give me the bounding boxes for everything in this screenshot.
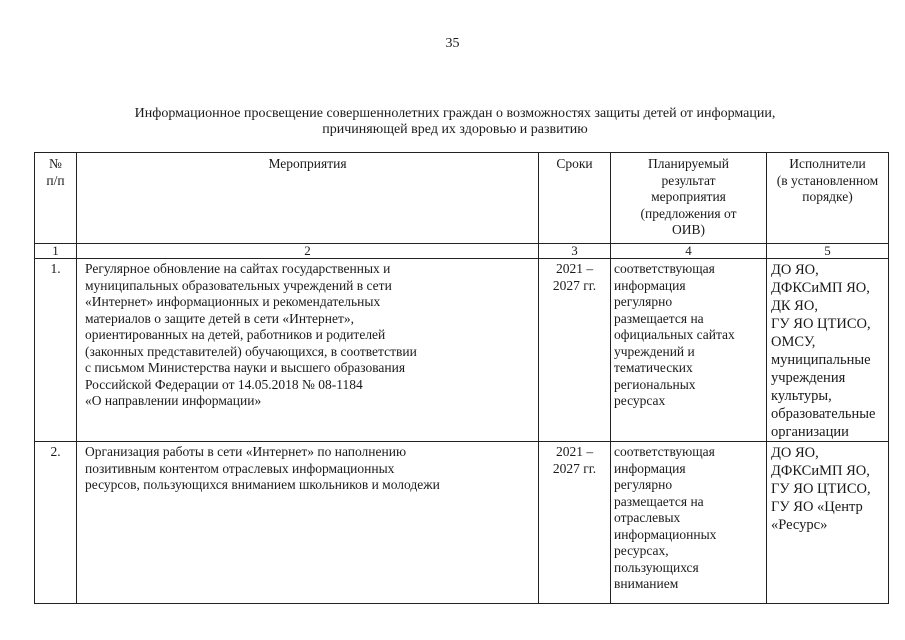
page-number: 35	[445, 36, 460, 51]
column-number: 1	[35, 244, 77, 259]
header-result: Планируемый результат мероприятия (предложения от ОИВ)	[611, 153, 767, 244]
row-number: 2.	[35, 442, 77, 604]
row-result: соответствующая информация регулярно размещается на отраслевых информационных ресурсах, пользующихся вниманием	[611, 442, 767, 604]
row-terms: 2021 – 2027 гг.	[539, 259, 611, 442]
row-number: 1.	[35, 259, 77, 442]
table-row	[35, 442, 889, 604]
title-line: Информационное просвещение совершеннолетних граждан о возможностях защиты детей от информации,	[134, 106, 776, 121]
header-terms: Сроки	[539, 153, 611, 244]
activities-table	[34, 152, 889, 604]
column-number: 3	[539, 244, 611, 259]
row-terms: 2021 – 2027 гг.	[539, 442, 611, 604]
row-event: Организация работы в сети «Интернет» по наполнению позитивным контентом отраслевых информационных ресурсов, пользующихся вниманием школьников и молодежи	[77, 442, 539, 604]
column-number: 4	[611, 244, 767, 259]
table-row	[35, 259, 889, 442]
header-events: Мероприятия	[77, 153, 539, 244]
column-number-row	[35, 244, 889, 259]
section-title	[60, 106, 850, 138]
column-number: 2	[77, 244, 539, 259]
column-number: 5	[767, 244, 889, 259]
header-num: № п/п	[35, 153, 77, 244]
row-executors: ДО ЯО, ДФКСиМП ЯО, ДК ЯО, ГУ ЯО ЦТИСО, ОМСУ, муниципальные учреждения культуры, образовательные организации	[767, 259, 889, 442]
header-executors: Исполнители (в установленном порядке)	[767, 153, 889, 244]
row-event: Регулярное обновление на сайтах государственных и муниципальных образовательных учреждений в сети «Интернет» информационных и рекомендательных материалов о защите детей в сети «Интернет», ориентированных на детей, работников и родителей (законных представителей) обучающихся, в соответствии с письмом Министерства науки и высшего образования Российской Федерации от 14.05.2018 № 08-1184 «О направлении информации»	[77, 259, 539, 442]
title-line: причиняющей вред их здоровью и развитию	[322, 122, 588, 137]
row-result: соответствующая информация регулярно размещается на официальных сайтах учреждений и тематических региональных ресурсах	[611, 259, 767, 442]
row-executors: ДО ЯО, ДФКСиМП ЯО, ГУ ЯО ЦТИСО, ГУ ЯО «Центр «Ресурс»	[767, 442, 889, 604]
header-row	[35, 153, 889, 244]
